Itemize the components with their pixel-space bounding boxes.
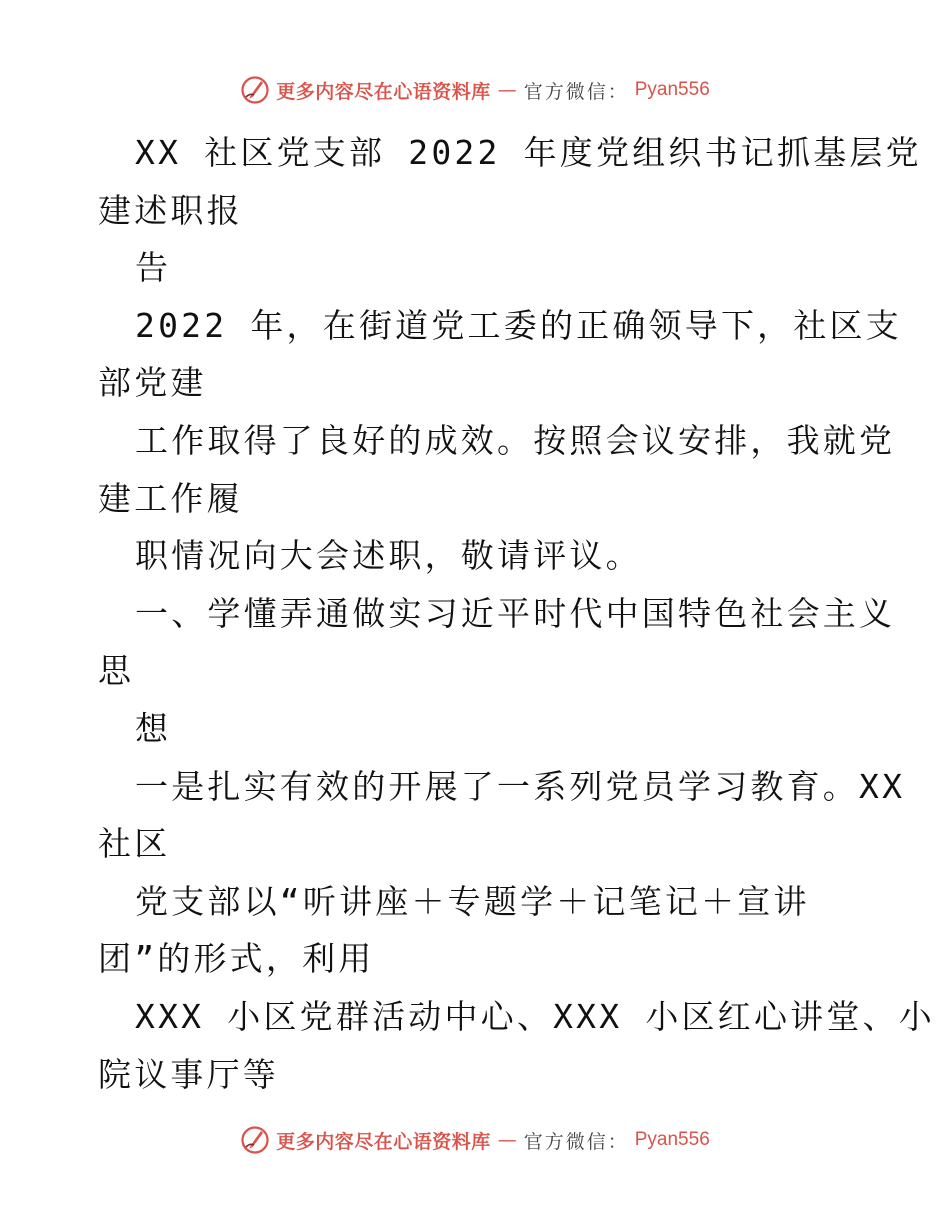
text-line: 工作取得了良好的成效。按照会议安排，我就党 (135, 420, 896, 460)
watermark-main-text: 更多内容尽在心语资料库 (276, 80, 491, 103)
text-line: 部党建 (98, 363, 207, 403)
watermark-main-text: 更多内容尽在心语资料库 (276, 1130, 491, 1153)
text-line: XX 社区党支部 2022 年度党组织书记抓基层党 (135, 133, 922, 172)
text-line: 党支部以“听讲座＋专题学＋记笔记＋宣讲 (135, 881, 810, 921)
text-line: 建工作履 (98, 478, 243, 518)
watermark-wechat-id: Pyan556 (634, 1129, 710, 1150)
document-body (98, 124, 935, 1103)
footer-watermark (0, 1120, 950, 1160)
text-line: 一是扎实有效的开展了一系列党员学习教育。XX (135, 766, 906, 806)
text-line: 团”的形式，利用 (98, 939, 375, 979)
text-line: 社区 (98, 824, 171, 864)
text-line: 职情况向大会述职，敬请评议。 (135, 536, 642, 576)
watermark-official-label: 官方微信： (523, 80, 629, 103)
quill-pen-icon (240, 75, 270, 105)
text-line: XXX 小区党群活动中心、XXX 小区红心讲堂、小 (135, 996, 935, 1036)
text-line: 告 (135, 248, 172, 288)
header-watermark (0, 70, 950, 110)
text-line: 2022 年，在街道党工委的正确领导下，社区支 (135, 305, 902, 345)
text-line: 思 (98, 651, 135, 691)
text-line: 一、学懂弄通做实习近平时代中国特色社会主义 (135, 593, 896, 633)
quill-pen-icon (240, 1125, 270, 1155)
text-line: 建述职报 (98, 190, 243, 230)
text-line: 想 (135, 708, 172, 748)
watermark-dash: — (497, 1129, 517, 1151)
watermark-dash: — (497, 79, 517, 101)
text-line: 院议事厅等 (98, 1054, 279, 1094)
watermark-official-label: 官方微信： (523, 1130, 629, 1153)
watermark-wechat-id: Pyan556 (634, 79, 710, 100)
